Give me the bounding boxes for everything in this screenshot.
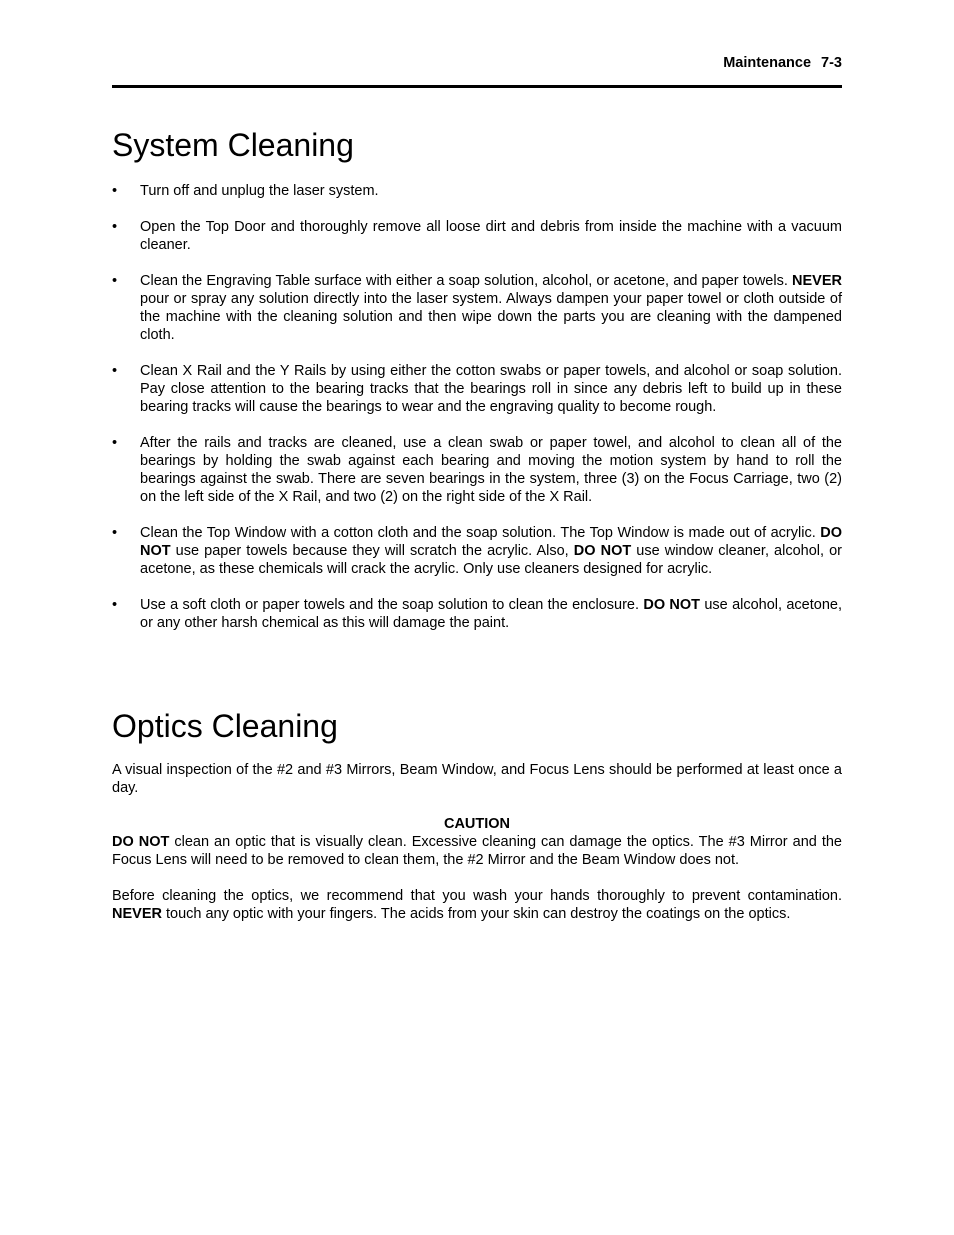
- list-item-text: Open the Top Door and thoroughly remove all loose dirt and debris from inside the machine with a vacuum cleaner.: [140, 219, 842, 253]
- optics-cleaning-body: [112, 761, 842, 941]
- system-cleaning-heading: System Cleaning: [112, 127, 354, 163]
- list-item-text: use paper towels because they will scratch the acrylic. Also,: [170, 543, 574, 559]
- caution-text: clean an optic that is visually clean. Excessive cleaning can damage the optics. The #3 Mirror and the Focus Lens will need to be removed to clean them, the #2 Mirror and the Beam Window does not.: [112, 834, 842, 868]
- list-item-text: use window cleaner, alcohol, or acetone, as these chemicals will crack the acrylic. Only use cleaners designed for acrylic.: [140, 543, 842, 577]
- list-item-text: After the rails and tracks are cleaned, use a clean swab or paper towel, and alcohol to clean all of the bearings by holding the swab against each bearing and moving the motion system by hand to roll the bearings against the swab. There are seven bearings in the system, three (3) on the Focus Carriage, two (2) on the left side of the X Rail, and two (2) on the right side of the X Rail.: [140, 435, 842, 505]
- list-item-text: pour or spray any solution directly into the laser system. Always dampen your paper towel or cloth outside of the machine with the cleaning solution and then wipe down the parts you are cleaning with the dampened cloth.: [140, 291, 842, 343]
- list-item-text: use alcohol, acetone, or any other harsh chemical as this will damage the paint.: [140, 597, 842, 631]
- warning-emphasis: DO NOT: [643, 597, 701, 613]
- optics-cleaning-heading: Optics Cleaning: [112, 708, 338, 744]
- warning-emphasis: DO NOT: [112, 834, 170, 850]
- page-header: [723, 55, 842, 71]
- warning-emphasis: DO NOT: [573, 543, 632, 559]
- system-cleaning-list: [112, 182, 842, 650]
- caution-heading: CAUTION: [443, 816, 511, 832]
- list-item-text: Clean X Rail and the Y Rails by using either the cotton swabs or paper towels, and alcohol or soap solution. Pay close attention to the bearing tracks that the bearings roll in since any debris left to build up in these bearing tracks will cause the bearings to wear and the engraving quality to become rough.: [140, 363, 842, 415]
- list-item: [112, 218, 842, 254]
- list-item: [112, 182, 842, 200]
- list-item: [112, 272, 842, 344]
- header-page-number: 7-3: [821, 55, 842, 71]
- list-item-text: Turn off and unplug the laser system.: [140, 183, 379, 199]
- header-rule: [112, 85, 842, 88]
- list-item: [112, 524, 842, 578]
- list-item: [112, 362, 842, 416]
- warning-emphasis: DO NOT: [140, 525, 842, 559]
- before-cleaning-paragraph: [112, 887, 842, 923]
- list-item: [112, 434, 842, 506]
- list-item: [112, 596, 842, 632]
- warning-emphasis: NEVER: [792, 273, 842, 289]
- list-item-text: Use a soft cloth or paper towels and the soap solution to clean the enclosure.: [140, 597, 644, 613]
- list-item-text: Clean the Top Window with a cotton cloth and the soap solution. The Top Window is made out of acrylic.: [140, 525, 821, 541]
- before-text: touch any optic with your fingers. The acids from your skin can destroy the coatings on the optics.: [161, 906, 791, 922]
- header-section-title: Maintenance: [723, 55, 812, 71]
- before-text: Before cleaning the optics, we recommend that you wash your hands thoroughly to prevent contamination.: [112, 888, 842, 904]
- warning-emphasis: NEVER: [112, 906, 162, 922]
- caution-paragraph: [112, 833, 842, 869]
- list-item-text: Clean the Engraving Table surface with either a soap solution, alcohol, or acetone, and paper towels.: [140, 273, 793, 289]
- optics-intro-paragraph: A visual inspection of the #2 and #3 Mirrors, Beam Window, and Focus Lens should be performed at least once a day.: [112, 762, 842, 796]
